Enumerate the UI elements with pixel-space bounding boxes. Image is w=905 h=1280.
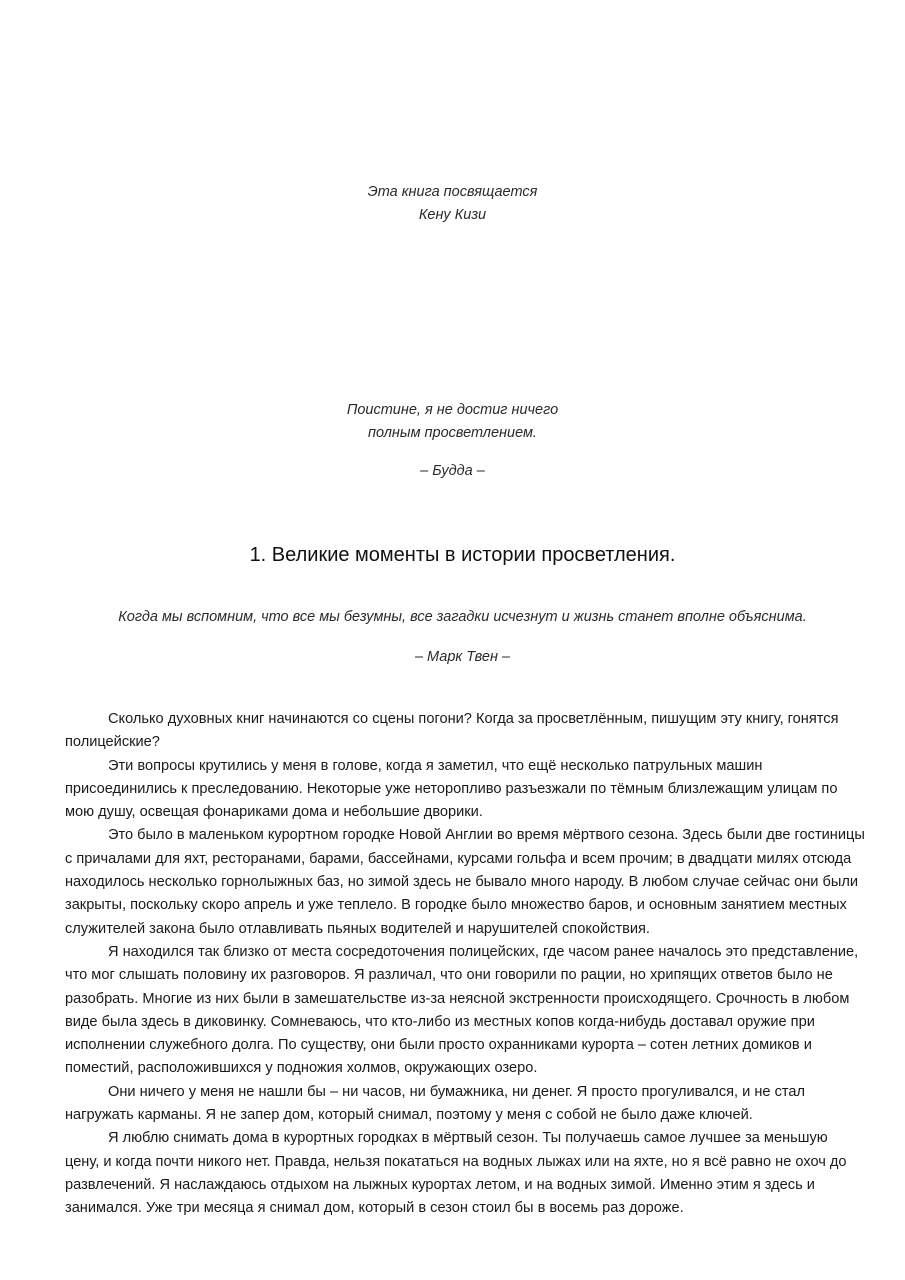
dedication-name: Кену Кизи [418, 207, 487, 223]
paragraph: Я люблю снимать дома в курортных городках в мёртвый сезон. Ты получаешь самое лучшее за меньшую цену, и когда почти никого нет. Правда, нельзя покататься на водных лыжах или на яхте, но я всё равно не охоч до развлечений. Я наслаждаюсь отдыхом на лыжных курортах летом, и на водных зимой. Именно этим я здесь и занимался. Уже три месяца я снимал дом, который в сезон стоил бы в восемь раз дороже. [65, 1130, 847, 1217]
epigraph-line: Поистине, я не достиг ничего [346, 402, 559, 418]
dedication [0, 181, 905, 227]
epigraph-twain [0, 606, 905, 669]
epigraph-attribution: – Марк Твен – [414, 649, 511, 665]
paragraph: Я находился так близко от места сосредоточения полицейских, где часом ранее началось это представление, что мог слышать половину их разговоров. Я различал, что они говорили по рации, но хрипящих ответов было не разобрать. Многие из них были в замешательстве из-за неясной экстренности происходящего. Срочность в любом виде была здесь в диковинку. Сомневаюсь, что кто-либо из местных копов когда-нибудь доставал оружие при исполнении служебного долга. По существу, они были просто охранниками курорта – сотен летних домиков и поместий, расположившихся у подножия холмов, окружающих озеро. [65, 943, 859, 1077]
epigraph-buddha [0, 399, 905, 483]
dedication-line: Эта книга посвящается [367, 184, 538, 200]
epigraph-attribution: – Будда – [420, 463, 485, 479]
paragraph: Это было в маленьком курортном городке Новой Англии во время мёртвого сезона. Здесь были две гостиницы с причалами для яхт, ресторанами, барами, бассейнами, курсами гольфа и всем прочим; в двадцати милях отсюда находилось несколько горнолыжных баз, но зимой здесь не бывало много народу. В любом случае сейчас они были закрыты, поскольку скоро апрель и уже теплело. В городке было множество баров, и основным занятием местных служителей закона было отлавливать пьяных водителей и нарушителей спокойствия. [65, 827, 865, 937]
paragraph: Эти вопросы крутились у меня в голове, когда я заметил, что ещё несколько патрульных машин присоединились к преследованию. Некоторые уже неторопливо разъезжали по тёмным близлежащим улицам по мою душу, освещая фонариками дома и небольшие дворики. [65, 757, 838, 821]
paragraph: Они ничего у меня не нашли бы – ни часов, ни бумажника, ни денег. Я просто прогуливался, и не стал нагружать карманы. Я не запер дом, который снимал, поэтому у меня с собой не было даже ключей. [65, 1083, 806, 1124]
epigraph-quote: Когда мы вспомним, что все мы безумны, все загадки исчезнут и жизнь станет вполне объяснима. [118, 609, 807, 625]
epigraph-line: полным просветлением. [368, 425, 537, 441]
paragraph: Сколько духовных книг начинаются со сцены погони? Когда за просветлённым, пишущим эту книгу, гонятся полицейские? [65, 711, 839, 751]
body-text [65, 708, 865, 1221]
chapter-title: 1. Великие моменты в истории просветления. [249, 544, 676, 566]
